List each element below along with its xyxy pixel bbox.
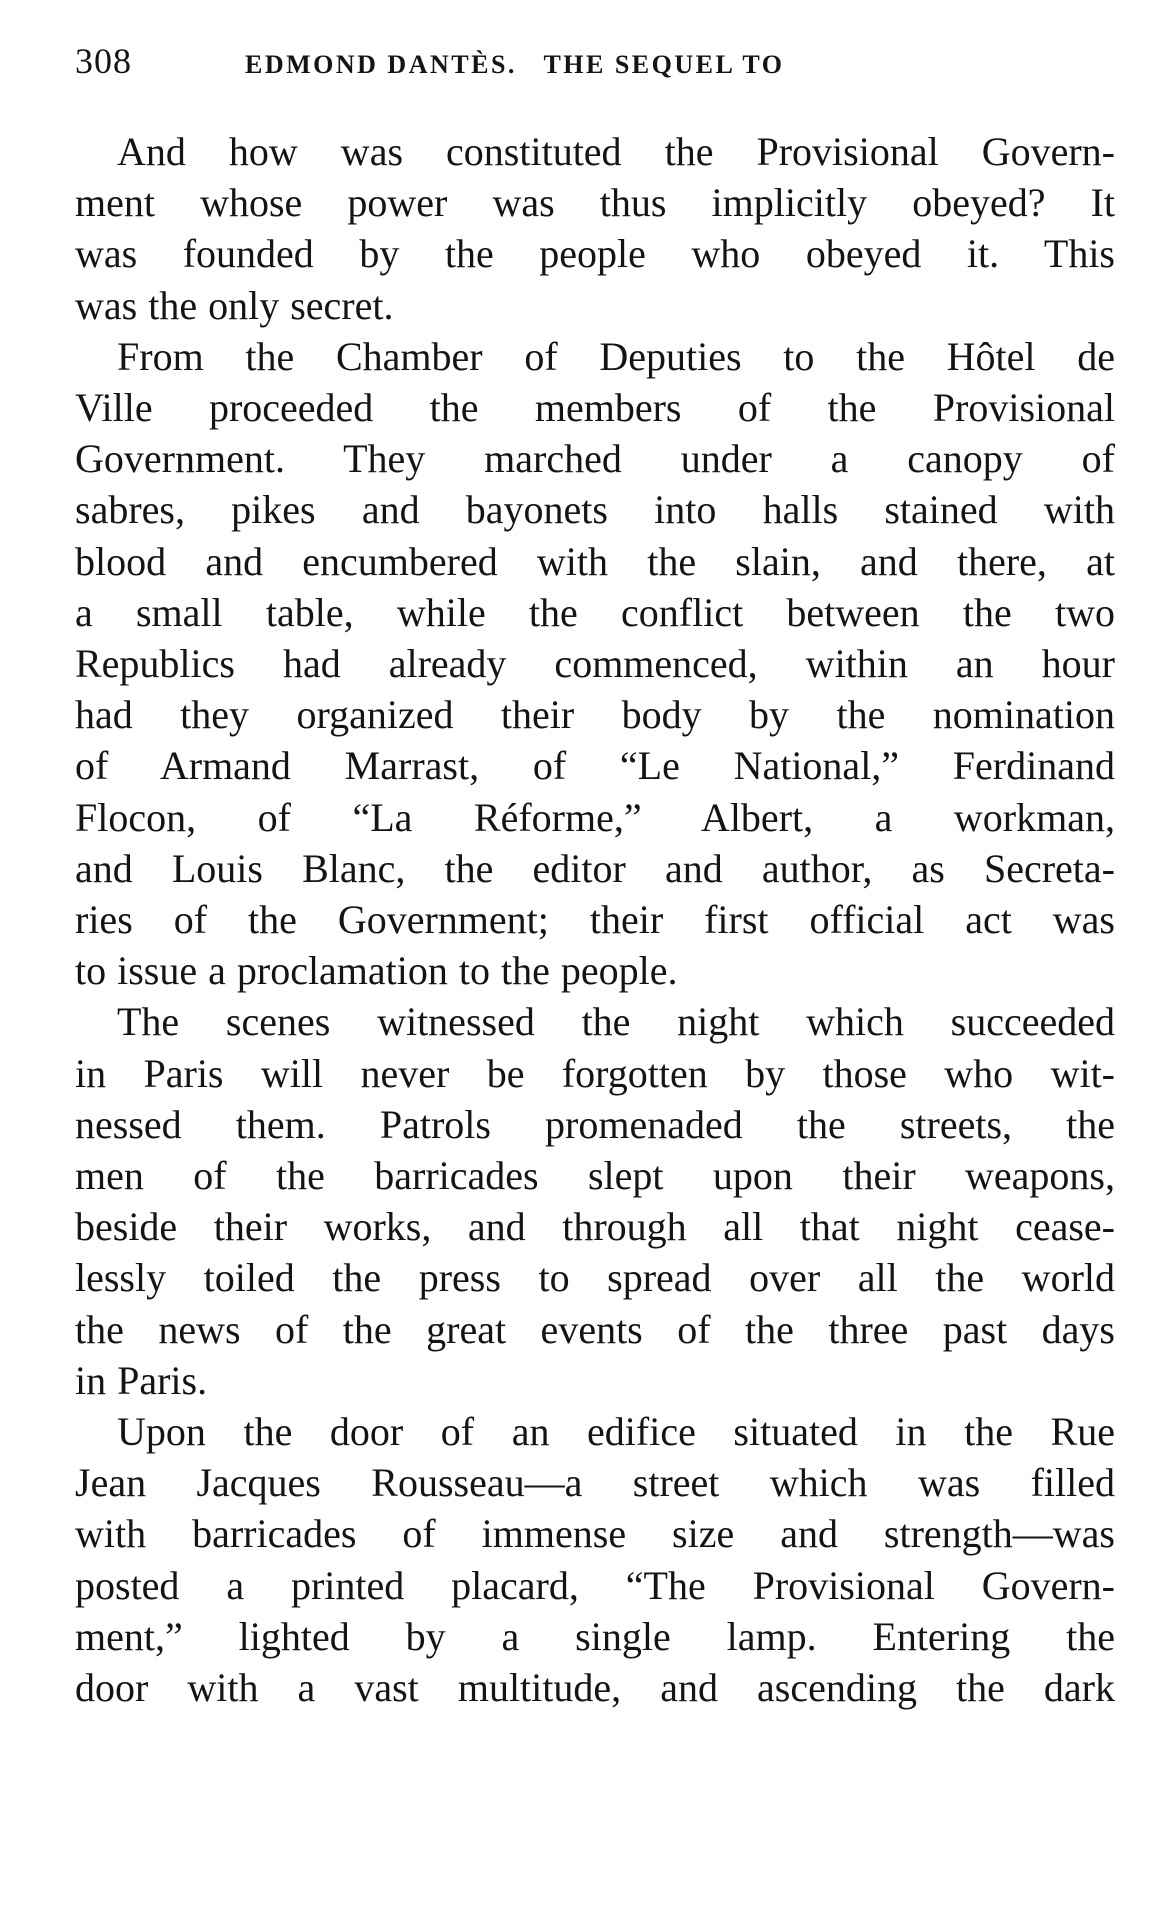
text-line: sabres, pikes and bayonets into halls stained with — [75, 487, 1115, 533]
text-line: Government. They marched under a canopy of — [75, 436, 1115, 482]
text-line: nessed them. Patrols promenaded the streets, the — [75, 1101, 1115, 1147]
text-line: was founded by the people who obeyed it. This — [75, 231, 1115, 277]
text-line: Upon the door of an edifice situated in the Rue — [117, 1409, 1115, 1455]
text-line: the news of the great events of the three past days — [75, 1306, 1115, 1352]
text-line: The scenes witnessed the night which succeeded — [117, 999, 1115, 1045]
text-line: And how was constituted the Provisional Govern- — [117, 129, 1115, 174]
text-line: with barricades of immense size and strength—was — [75, 1511, 1115, 1557]
text-line: From the Chamber of Deputies to the Hôtel de — [117, 333, 1115, 379]
text-line: and Louis Blanc, the editor and author, as Secreta- — [75, 845, 1115, 891]
text-line: Republics had already commenced, within an hour — [75, 641, 1115, 687]
paragraph-3 — [75, 996, 1115, 1406]
text-line: blood and encumbered with the slain, and there, at — [75, 538, 1115, 584]
running-head — [75, 40, 1115, 96]
paragraph-1 — [75, 126, 1115, 331]
page-number: 308 — [75, 41, 132, 81]
running-title: EDMOND DANTÈS. THE SEQUEL TO — [245, 50, 785, 79]
text-line: to issue a proclamation to the people. — [75, 948, 678, 994]
text-line: Ville proceeded the members of the Provisional — [75, 385, 1115, 431]
text-line: Jean Jacques Rousseau—a street which was filled — [75, 1460, 1115, 1506]
text-line: ment whose power was thus implicitly obeyed? It — [75, 180, 1115, 226]
text-line: was the only secret. — [75, 282, 394, 328]
text-line: door with a vast multitude, and ascending the dark — [75, 1665, 1115, 1711]
body-text — [75, 126, 1115, 1713]
text-line: posted a printed placard, “The Provisional Govern- — [75, 1562, 1115, 1608]
text-line: ries of the Government; their first official act was — [75, 897, 1115, 943]
text-line: of Armand Marrast, of “Le National,” Ferdinand — [75, 743, 1115, 789]
text-line: in Paris will never be forgotten by those who wit- — [75, 1050, 1115, 1096]
text-line: lessly toiled the press to spread over all the world — [75, 1255, 1115, 1301]
text-line: a small table, while the conflict between the two — [75, 589, 1115, 635]
book-page — [75, 40, 1115, 1713]
text-line: Flocon, of “La Réforme,” Albert, a workman, — [75, 794, 1115, 840]
text-line: beside their works, and through all that night cease- — [75, 1204, 1115, 1250]
text-line: ment,” lighted by a single lamp. Entering the — [75, 1613, 1115, 1659]
paragraph-4 — [75, 1406, 1115, 1713]
paragraph-2 — [75, 331, 1115, 997]
text-line: in Paris. — [75, 1357, 208, 1403]
text-line: had they organized their body by the nomination — [75, 692, 1115, 738]
text-line: men of the barricades slept upon their weapons, — [75, 1153, 1115, 1199]
